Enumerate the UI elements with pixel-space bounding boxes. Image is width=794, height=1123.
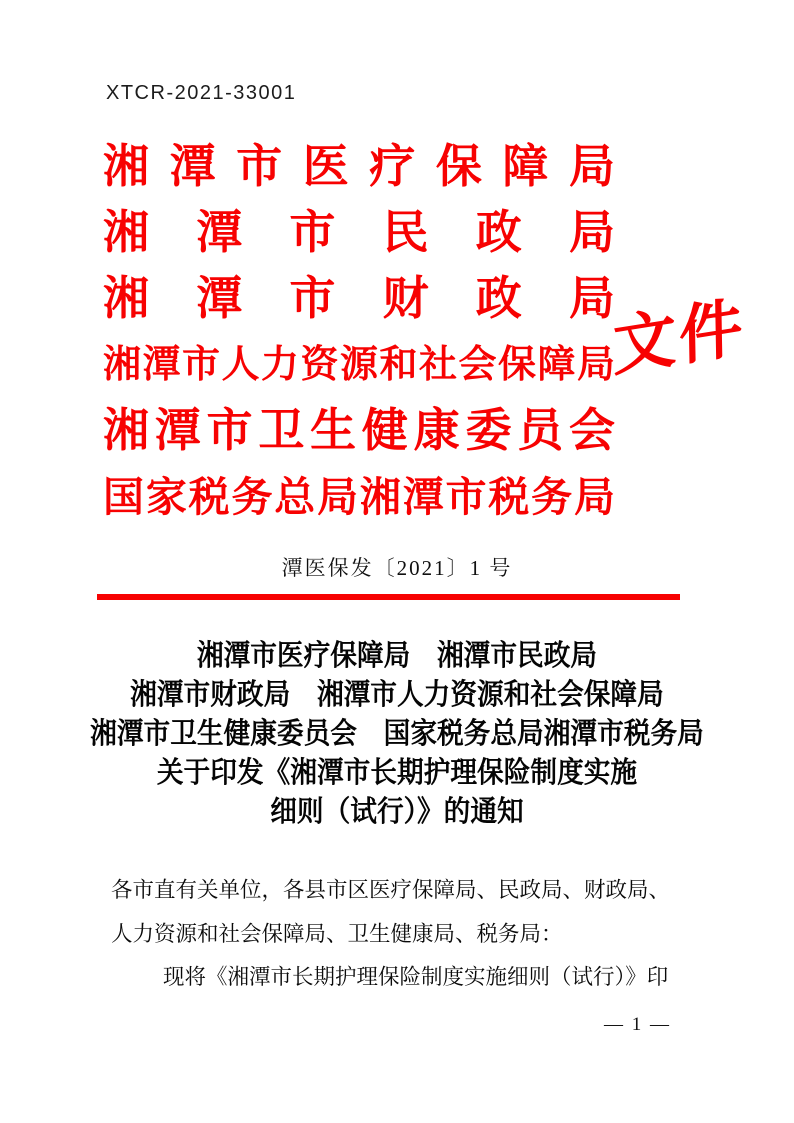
document-body <box>111 869 679 1000</box>
red-divider-rule <box>97 594 680 600</box>
body-salutation-line-1: 各市直有关单位，各县市区医疗保障局、民政局、财政局、 <box>111 878 671 902</box>
letterhead <box>103 134 615 530</box>
title-line-4: 关于印发《湘潭市长期护理保险制度实施 <box>156 757 638 789</box>
wenjian-document-stamp-label: 文件 <box>612 291 746 384</box>
agency-line-human-resources: 湘潭市人力资源和社会保障局 <box>103 344 615 386</box>
body-salutation-line-2: 人力资源和社会保障局、卫生健康局、税务局： <box>111 921 563 946</box>
title-line-2: 湘潭市财政局 湘潭市人力资源和社会保障局 <box>130 679 664 711</box>
document-reference-number: 潭医保发〔2021〕1 号 <box>281 556 513 580</box>
agency-line-taxation: 国家税务总局湘潭市税务局 <box>103 474 615 520</box>
title-line-5: 细则（试行）》的通知 <box>270 796 524 828</box>
agency-line-civil-affairs: 湘潭市民政局 <box>103 207 615 258</box>
title-line-3: 湘潭市卫生健康委员会 国家税务总局湘潭市税务局 <box>90 718 704 750</box>
document-title <box>0 637 794 832</box>
agency-line-finance: 湘潭市财政局 <box>103 273 615 324</box>
body-paragraph-line-1: 现将《湘潭市长期护理保险制度实施细则（试行）》印 <box>163 965 669 989</box>
agency-line-health-commission: 湘潭市卫生健康委员会 <box>103 405 615 456</box>
agency-line-medical-security: 湘潭市医疗保障局 <box>103 141 615 192</box>
title-line-1: 湘潭市医疗保障局 湘潭市民政局 <box>196 640 598 672</box>
archive-code: XTCR-2021-33001 <box>106 82 297 104</box>
page-number: — 1 — <box>604 1014 671 1035</box>
